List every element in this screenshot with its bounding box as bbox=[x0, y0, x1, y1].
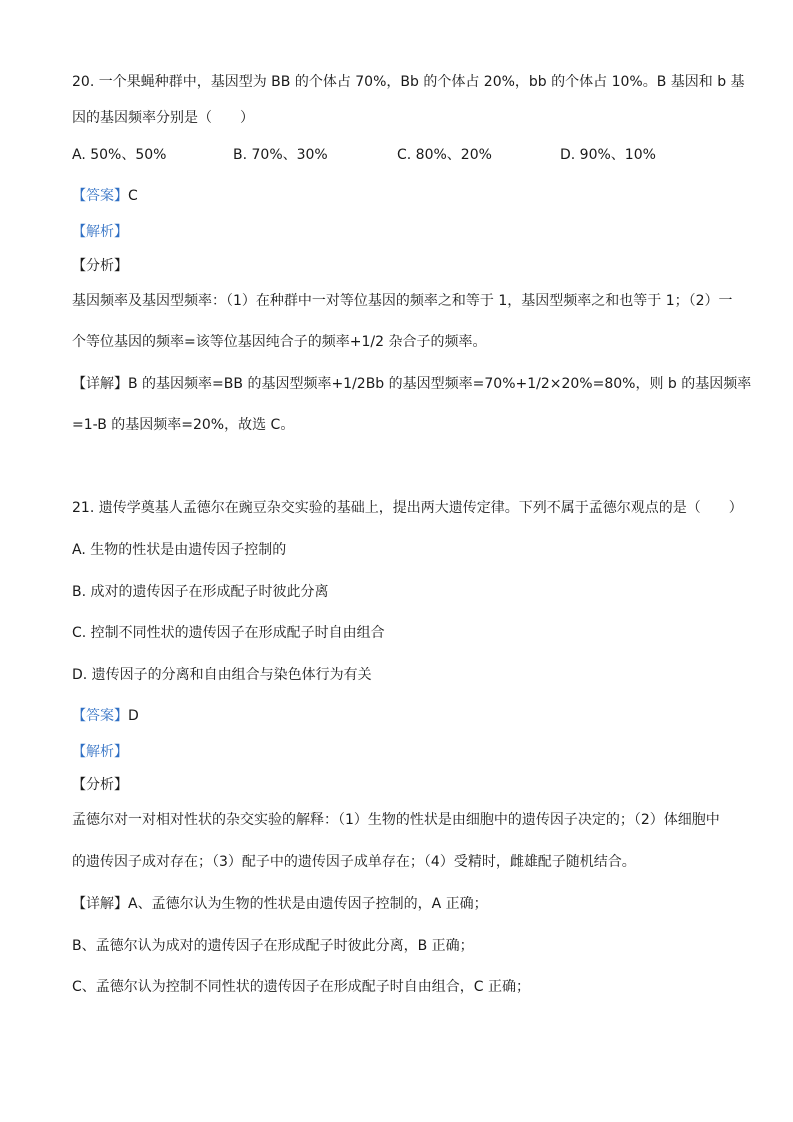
q20-fenxi-line2: 个等位基因的频率=该等位基因纯合子的频率+1/2 杂合子的频率。 bbox=[72, 334, 487, 350]
q21-detail-line1 bbox=[72, 894, 488, 914]
q21-detail-line3: C、孟德尔认为控制不同性状的遗传因子在形成配子时自由组合，C 正确； bbox=[72, 979, 530, 995]
q20-fenxi-tag: 【分析】 bbox=[72, 258, 128, 274]
q21-detail-tag: 【详解】 bbox=[72, 896, 128, 912]
q21-answer-tag: 【答案】 bbox=[72, 708, 128, 724]
q21-answer-value: D bbox=[128, 708, 139, 724]
q21-option-b: B. 成对的遗传因子在形成配子时彼此分离 bbox=[72, 584, 329, 600]
q21-fenxi-line1: 孟德尔对一对相对性状的杂交实验的解释：（1）生物的性状是由细胞中的遗传因子决定的；（2）体细胞中 bbox=[72, 812, 720, 828]
q20-option-d: D. 90%、10% bbox=[560, 147, 656, 163]
q20-fenxi-line1: 基因频率及基因型频率：（1）在种群中一对等位基因的频率之和等于 1，基因型频率之和也等于 1；（2）一 bbox=[72, 293, 733, 309]
q21-option-c: C. 控制不同性状的遗传因子在形成配子时自由组合 bbox=[72, 625, 385, 641]
q20-analysis-tag: 【解析】 bbox=[72, 224, 128, 240]
q20-detail-tag: 【详解】 bbox=[72, 376, 128, 392]
q21-fenxi-line2: 的遗传因子成对存在；（3）配子中的遗传因子成单存在；（4）受精时，雌雄配子随机结合。 bbox=[72, 854, 636, 870]
q20-detail-text: B 的基因频率=BB 的基因型频率+1/2Bb 的基因型频率=70%+1/2×20%=80%，则 b 的基因频率 bbox=[128, 376, 752, 392]
q20-detail-line1 bbox=[72, 374, 751, 394]
q20-option-b: B. 70%、30% bbox=[233, 147, 328, 163]
q20-detail-line2: =1-B 的基因频率=20%，故选 C。 bbox=[72, 417, 295, 433]
q21-option-a: A. 生物的性状是由遗传因子控制的 bbox=[72, 542, 287, 558]
q20-answer-tag: 【答案】 bbox=[72, 188, 128, 204]
q20-answer-value: C bbox=[128, 188, 138, 204]
q21-answer-row bbox=[72, 706, 139, 726]
q21-detail-line2: B、孟德尔认为成对的遗传因子在形成配子时彼此分离，B 正确； bbox=[72, 938, 474, 954]
q20-stem-line1: 20. 一个果蝇种群中，基因型为 BB 的个体占 70%，Bb 的个体占 20%，bb 的个体占 10%。B 基因和 b 基 bbox=[72, 74, 745, 90]
q20-option-c: C. 80%、20% bbox=[397, 147, 492, 163]
q21-analysis-tag: 【解析】 bbox=[72, 744, 128, 760]
q21-fenxi-tag: 【分析】 bbox=[72, 777, 128, 793]
q20-option-a: A. 50%、50% bbox=[72, 147, 167, 163]
q21-detail-text: A、孟德尔认为生物的性状是由遗传因子控制的，A 正确； bbox=[128, 896, 488, 912]
q21-stem: 21. 遗传学奠基人孟德尔在豌豆杂交实验的基础上，提出两大遗传定律。下列不属于孟德尔观点的是（ ） bbox=[72, 500, 743, 516]
q21-option-d: D. 遗传因子的分离和自由组合与染色体行为有关 bbox=[72, 667, 372, 683]
q20-answer-row bbox=[72, 186, 138, 206]
q20-stem-line2: 因的基因频率分别是（ ） bbox=[72, 110, 254, 126]
